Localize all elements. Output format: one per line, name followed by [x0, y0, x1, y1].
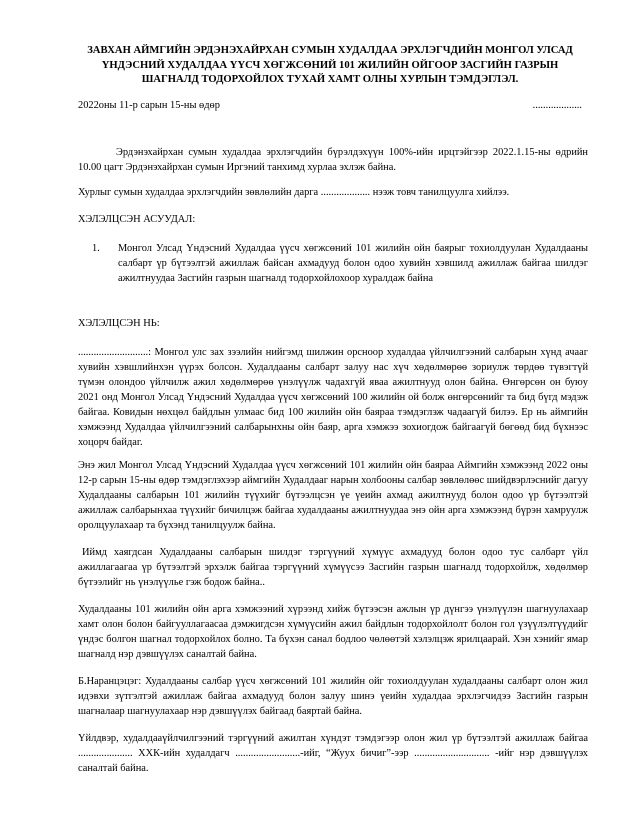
discussed-heading: ХЭЛЭЛЦСЭН НЬ:	[78, 317, 160, 329]
agenda-item-text: Монгол Улсад Үндэсний Худалдаа үүсч хөгжсөний 101 жилийн ойн баярыг тохиолдуулан Худалдааны салбарт үр бүтээлтэй ажиллаж байсан ахмадууд болон одоо хувийн хэвшилд ажиллаж байгаа шилдэг ажилтнуудаа Засгийн газрын шагналд тодорхойлохоор хуралдаж байна	[118, 242, 588, 284]
body-paragraph: Энэ жил Монгол Улсад Үндэсний Худалдаа үүсч хөгжсөний 101 жилийн ойн баяраа Аймгийн хэмжээнд 2022 оны 12-р сарын 15-ны өдөр тэмдэглэхээр аймгийн Худалдааг нарын холбооны салбар зөвлөлөөс шийдвэрлэснийг дагуу Худалдааны салбарын 101 жилийн түүхийг бүтээлцсэн үе үеийн ахмад ажилтнууд болон одоо үр бүтээлтэй ажиллаж салбарынхаа түүхийг бичилцэж байгаа худалдааны ажилтнуудаа энэ ойн арга хэмжээнд бүрэн хамруулж оролцуулахаар та бүхэнд танилцуулж байна.	[78, 459, 588, 531]
agenda-item-number: 1.	[92, 242, 100, 254]
body-paragraph: Худалдааны 101 жилийн ойн арга хэмжээний хүрээнд хийж бүтээсэн ажлын үр дүнгээ үнэлүүлэн шагнуулахаар хамт олон болон байгууллагаасаа дэмжигдсэн хүмүүсийн ажил байдлын тодорхойлолт болон гол үзүүлэлтүүдийг үндэс болгон шагнал тодорхойлох болно. Та бүхэн санал бодлоо чөлөөтэй хэлэлцэж ярилцаарай. Хэн хэнийг ямар шагналд нэр дэвшүүлэх саналтай байна.	[78, 603, 588, 660]
body-paragraph: Үйлдвэр, худалдааүйлчилгээний тэргүүний ажилтан хүндэт тэмдэгээр олон жил үр бүтээлтэй ажиллаж байгаа ..................... ХХК-ийн худалдагч .........................-ийг, “Жуух бичиг”-ээр ............................. -ийг нэр дэвшүүлэх саналтай байна.	[78, 732, 588, 774]
intro-paragraph: Эрдэнэхайрхан сумын худалдаа эрхлэгчдийн бүрэлдэхүүн 100%-ийн ирцтэйгээр 2022.1.15-ны өдрийн 10.00 цагт Эрдэнэхайрхан сумын Иргэний танхимд хурлаа эхлэж байна.	[78, 146, 588, 173]
document-title: ЗАВХАН АЙМГИЙН ЭРДЭНЭХАЙРХАН СУМЫН ХУДАЛДАА ЭРХЛЭГЧДИЙН МОНГОЛ УЛСАД ҮНДЭСНИЙ ХУДАЛДАА ҮҮСЧ ХӨГЖСӨНИЙ 101 ЖИЛИЙН ОЙГООР ЗАСГИЙН ГАЗРЫН ШАГНАЛД ТОДОРХОЙЛОХ ТУХАЙ ХАМТ ОЛНЫ ХУРЛЫН ТЭМДЭГЛЭЛ.	[87, 45, 573, 85]
date-row	[78, 98, 588, 113]
agenda-item	[92, 241, 588, 286]
body-paragraph: Иймд хаягдсан Худалдааны салбарын шилдэг тэргүүний хүмүүс ахмадууд болон одоо тус салбарт үйл ажиллагаагаа үр бүтээлтэй эрхэлж байгаа тэргүүний хүмүүсээ Засгийн газрын шагналд тодорхойлж, хөдөлмөр бүтээлийг нь үнэлүүлье гэж бодож байна..	[78, 546, 588, 588]
body-paragraph: Б.Наранцэцэг: Худалдааны салбар үүсч хөгжсөний 101 жилийн ойг тохиолдуулан худалдааны салбарт олон жил идэвхи зүтгэлтэй ажиллаж байгаа ахмадууд болон залуу шинэ үеийн худалдаа эрхлэгчидээ Засгийн газрын шагналаар шагнуулахаар нэр дэвшүүлэх байгаад баяртай байна.	[78, 675, 588, 717]
date-placeholder: ...................	[532, 99, 582, 111]
body-paragraph: ...........................: Монгол улс зах зээлийн нийгэмд шилжин орсноор худалдаа үйлчилгээний салбарын хүнд ачааг хувийн хэвшлийнхэн үүрэх болсон. Худалдааны салбарт залуу нас хүч хөдөлмөрөө зориулж төрдөө түвэгтүй түмэн олондоо үйлчилж ажил хөдөлмөрөө үнэлүүлж чадахгүй яваа ажилтнууд олон байна. Өнгөрсөн он буюу 2021 онд Монгол Улсад Үндэсний Худалдаа үүсч хөгжсөний 100 жилийн ой болж өнгөрсөнийг та бид бүгд мэдэж байгаа. Ковидын нөхцөл байдлын улмаас бид 100 жилийн ойн баяраа тэмдэглэж чадаагүй билээ. Ер нь аймгийн хэмжээнд Худалдаа үйлчилгээний салбарынхны ойн баяр, арга хэмжээ зохиогдож байгаагүй бөгөөд бид бүхнээс хоцорч байдаг.	[78, 346, 588, 448]
meeting-date: 2022оны 11-р сарын 15-ны өдөр	[78, 99, 220, 111]
agenda-heading: ХЭЛЭЛЦСЭН АСУУДАЛ:	[78, 213, 196, 225]
chair-line: Хурлыг сумын худалдаа эрхлэгчдийн зөвлөлийн дарга ................... нээж товч танилцуулга хийлээ.	[78, 186, 510, 198]
